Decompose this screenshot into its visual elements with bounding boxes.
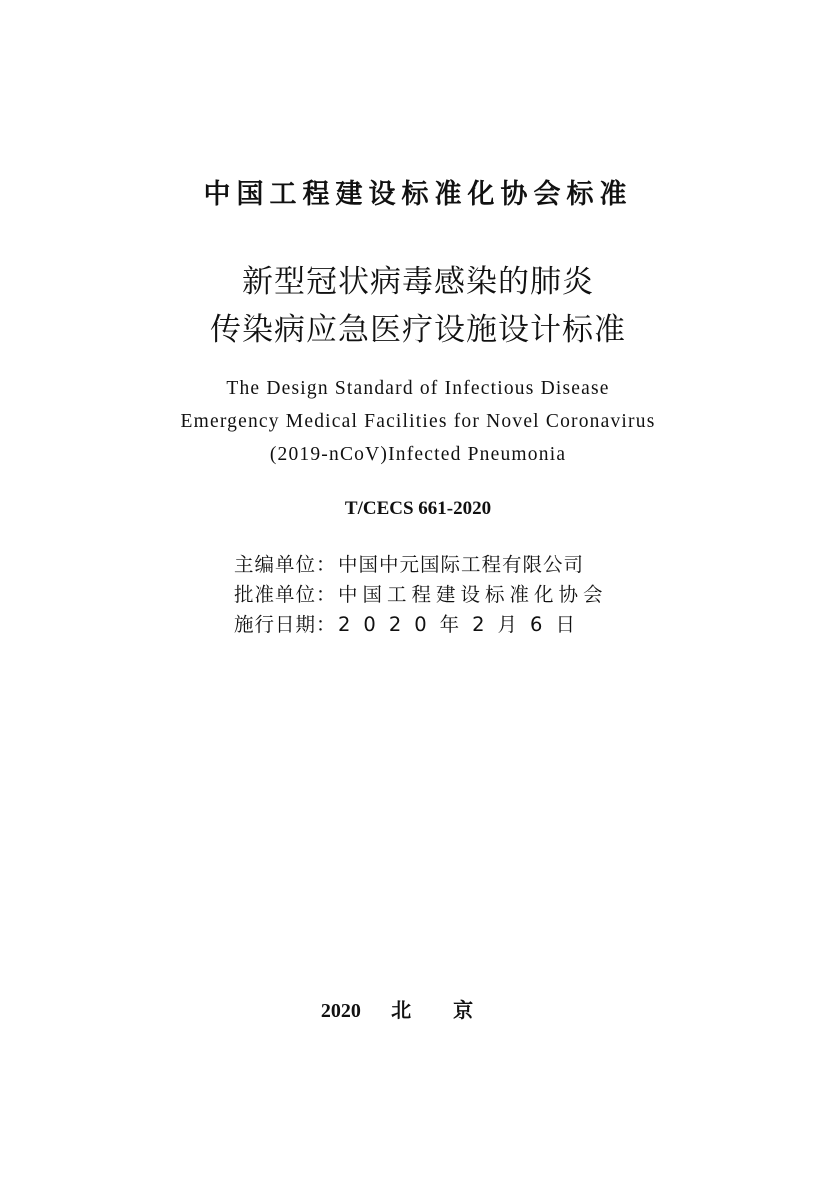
publication-footer <box>0 996 836 1025</box>
english-title <box>0 372 836 471</box>
publication-year: 2020 <box>320 1000 361 1022</box>
standard-code: T/CECS 661-2020 <box>344 498 492 519</box>
chinese-title-line-1: 新型冠状病毒感染的肺炎 <box>242 264 594 300</box>
association-standard-heading: 中国工程建设标准化协会标准 <box>203 179 633 210</box>
chinese-title-line-2: 传染病应急医疗设施设计标准 <box>210 312 626 348</box>
meta-row-editor <box>234 550 614 580</box>
effective-date-label: 施行日期： <box>234 613 337 636</box>
meta-row-approver <box>234 580 614 610</box>
approver-label: 批准单位： <box>234 583 337 606</box>
effective-date-value: 2020年2月6日 <box>338 613 588 636</box>
publication-city: 北京 <box>391 998 516 1022</box>
publication-meta <box>234 550 614 640</box>
meta-row-effective-date <box>234 610 614 640</box>
english-title-line-3: (2019-nCoV)Infected Pneumonia <box>269 444 567 465</box>
editor-label: 主编单位： <box>234 553 337 576</box>
chinese-title <box>0 258 836 354</box>
english-title-line-2: Emergency Medical Facilities for Novel Coronavirus <box>180 411 656 432</box>
approver-value: 中国工程建设标准化协会 <box>338 583 608 606</box>
editor-value: 中国中元国际工程有限公司 <box>338 553 585 576</box>
english-title-line-1: The Design Standard of Infectious Disease <box>226 378 610 399</box>
